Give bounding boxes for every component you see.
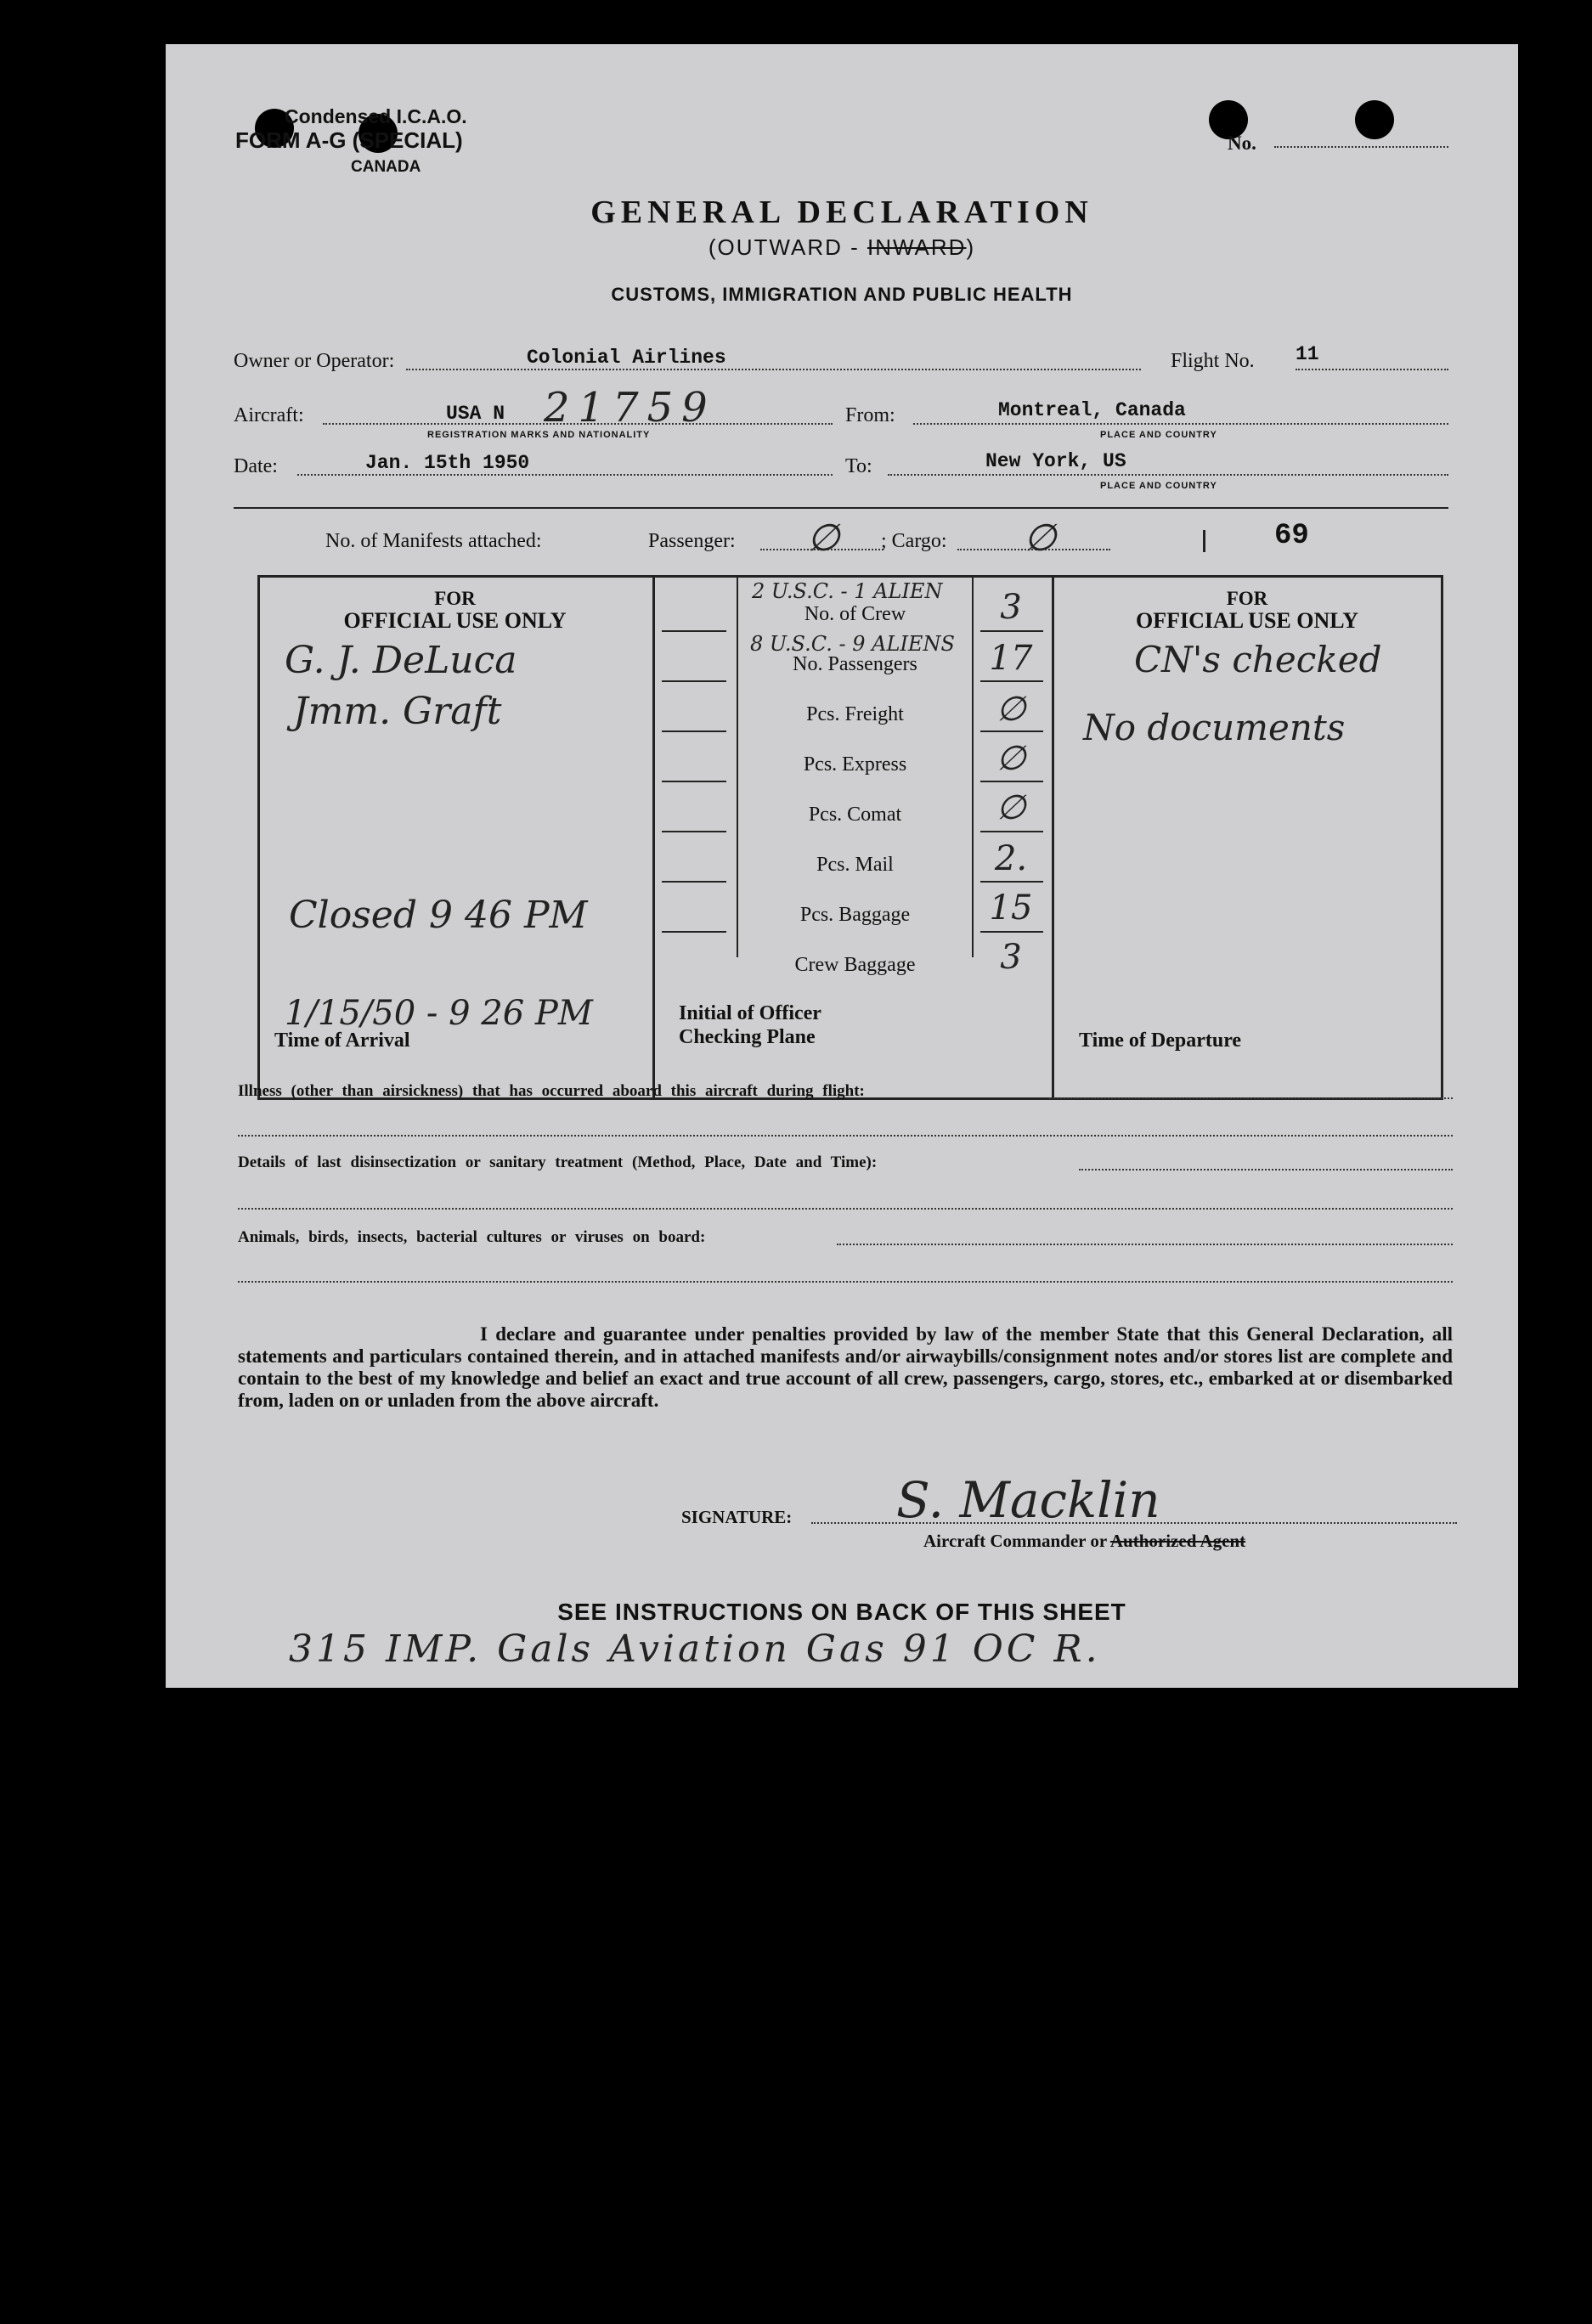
row-value-passengers: 17 — [989, 639, 1033, 678]
left-note-1: G. J. DeLuca — [285, 639, 517, 682]
row-line-right-7 — [980, 931, 1043, 933]
initial-officer-label: Initial of Officer — [679, 1002, 821, 1024]
time-of-arrival-label: Time of Arrival — [274, 1029, 410, 1052]
to-line — [888, 474, 1448, 476]
row-label-passengers: No. Passengers — [793, 653, 917, 675]
from-value: Montreal, Canada — [998, 399, 1186, 421]
row-value-freight: ∅ — [996, 690, 1026, 729]
table-divider-1 — [652, 575, 655, 1100]
row-value-baggage: 15 — [989, 888, 1033, 928]
passenger-annotation: 8 U.S.C. - 9 ALIENS — [750, 632, 955, 656]
checking-plane-label: Checking Plane — [679, 1026, 816, 1048]
time-of-departure-label: Time of Departure — [1079, 1029, 1242, 1052]
crew-annotation: 2 U.S.C. - 1 ALIEN — [752, 579, 943, 603]
to-caption: PLACE AND COUNTRY — [1100, 481, 1217, 491]
left-official-head1: FOR — [434, 588, 476, 609]
table-divider-3 — [972, 575, 974, 957]
form-number: FORM A-G (SPECIAL) — [235, 127, 463, 153]
row-label-freight: Pcs. Freight — [806, 703, 904, 725]
row-line-left-1 — [662, 630, 726, 632]
row-label-crew: No. of Crew — [804, 603, 906, 625]
row-label-comat: Pcs. Comat — [808, 804, 902, 826]
aircraft-registration: 21759 — [544, 384, 716, 432]
row-label-mail: Pcs. Mail — [816, 854, 894, 876]
row-value-crew-baggage: 3 — [1000, 938, 1022, 977]
row-line-right-3 — [980, 730, 1043, 732]
aircraft-prefix: USA N — [446, 403, 505, 425]
owner-label: Owner or Operator: — [234, 350, 395, 372]
doc-no-label: No. — [1228, 133, 1256, 154]
flight-line — [1296, 369, 1448, 370]
row-value-mail: 2. — [994, 839, 1028, 878]
illness-label: Illness (other than airsickness) that has occurred aboard this aircraft during flight: — [238, 1082, 865, 1100]
animals-line — [837, 1244, 1453, 1245]
animals-label: Animals, birds, insects, bacterial cultures or viruses on board: — [238, 1228, 706, 1246]
commander-label: Aircraft Commander or Authorized Agent — [923, 1531, 1246, 1551]
right-official-head2: OFFICIAL USE ONLY — [1136, 608, 1358, 633]
row-value-express: ∅ — [996, 739, 1026, 778]
flight-label: Flight No. — [1171, 350, 1255, 372]
instructions-note: SEE INSTRUCTIONS ON BACK OF THIS SHEET — [557, 1599, 1126, 1625]
from-label: From: — [845, 404, 895, 426]
flight-value: 11 — [1296, 343, 1319, 365]
right-note-1: CN's checked — [1134, 639, 1382, 680]
left-official-head2: OFFICIAL USE ONLY — [343, 608, 567, 633]
doc-no-line — [1274, 146, 1448, 148]
row-line-right-1 — [980, 630, 1043, 632]
row-line-right-2 — [980, 680, 1043, 682]
row-line-left-3 — [662, 730, 726, 732]
document-sheet — [166, 44, 1518, 1688]
disinsectization-label: Details of last disinsectization or sanitary treatment (Method, Place, Date and Time): — [238, 1154, 878, 1171]
from-line — [913, 423, 1448, 425]
to-value: New York, US — [985, 450, 1126, 472]
row-line-left-6 — [662, 881, 726, 883]
row-line-left-4 — [662, 781, 726, 782]
form-condensed: Condensed I.C.A.O. — [285, 105, 467, 127]
punch-hole-right-2 — [1355, 100, 1394, 139]
passenger-label: Passenger: — [648, 530, 736, 552]
row-line-left-7 — [662, 931, 726, 933]
aircraft-label: Aircraft: — [234, 404, 304, 426]
inward-struck: INWARD — [867, 234, 967, 260]
passenger-value: ∅ — [807, 516, 840, 560]
signature-label: SIGNATURE: — [681, 1507, 793, 1527]
row-line-right-4 — [980, 781, 1043, 782]
left-note-2: Jmm. Graft — [293, 690, 502, 733]
date-line — [297, 474, 833, 476]
row-line-left-2 — [662, 680, 726, 682]
owner-value: Colonial Airlines — [527, 347, 726, 369]
date-label: Date: — [234, 455, 278, 477]
illness-line-2 — [238, 1135, 1453, 1137]
cargo-value: ∅ — [1024, 516, 1057, 560]
illness-line — [1049, 1097, 1453, 1099]
aircraft-caption: REGISTRATION MARKS AND NATIONALITY — [427, 430, 651, 440]
reference-number: 69 — [1274, 520, 1309, 552]
animals-line-2 — [238, 1281, 1453, 1283]
row-label-express: Pcs. Express — [803, 753, 907, 776]
fuel-note: 315 IMP. Gals Aviation Gas 91 OC R. — [289, 1627, 1101, 1671]
row-line-left-5 — [662, 831, 726, 832]
tick-mark — [1203, 530, 1205, 552]
to-label: To: — [845, 455, 872, 477]
right-note-2: No documents — [1083, 707, 1346, 748]
closed-note: Closed 9 46 PM — [289, 894, 588, 937]
from-caption: PLACE AND COUNTRY — [1100, 430, 1217, 440]
disinsectization-line-2 — [238, 1208, 1453, 1210]
manifests-label: No. of Manifests attached: — [325, 530, 542, 552]
declaration-text: I declare and guarantee under penalties provided by law of the member State that this General Declaration, all statements and particulars contained therein, and in attached manifests and/or airwaybills/consignment notes and/or stores list are complete and contain to the best of my knowledge and belief an exact and true account of all crew, passengers, cargo, stores, etc., embarked at or disembarked from, laden on or unladen from the above aircraft. — [238, 1323, 1453, 1411]
row-label-crew-baggage: Crew Baggage — [794, 954, 916, 976]
row-label-baggage: Pcs. Baggage — [799, 904, 911, 926]
row-line-right-5 — [980, 831, 1043, 832]
department-heading: CUSTOMS, IMMIGRATION AND PUBLIC HEALTH — [611, 284, 1073, 305]
arrival-note: 1/15/50 - 9 26 PM — [285, 994, 593, 1033]
title-direction: (OUTWARD - INWARD) — [708, 234, 976, 260]
right-official-head1: FOR — [1226, 588, 1268, 609]
date-value: Jan. 15th 1950 — [365, 452, 530, 474]
row-value-crew: 3 — [1000, 588, 1022, 627]
divider-top — [234, 507, 1448, 509]
owner-line — [406, 369, 1141, 370]
signature: S. Macklin — [896, 1471, 1160, 1529]
form-country: CANADA — [351, 158, 421, 176]
row-value-comat: ∅ — [996, 788, 1026, 827]
row-line-right-6 — [980, 881, 1043, 883]
table-divider-4 — [1052, 575, 1054, 1100]
authorized-agent-struck: Authorized Agent — [1109, 1531, 1246, 1551]
cargo-label: ; Cargo: — [881, 530, 947, 552]
disinsectization-line — [1079, 1169, 1453, 1170]
page-title: GENERAL DECLARATION — [590, 195, 1093, 230]
